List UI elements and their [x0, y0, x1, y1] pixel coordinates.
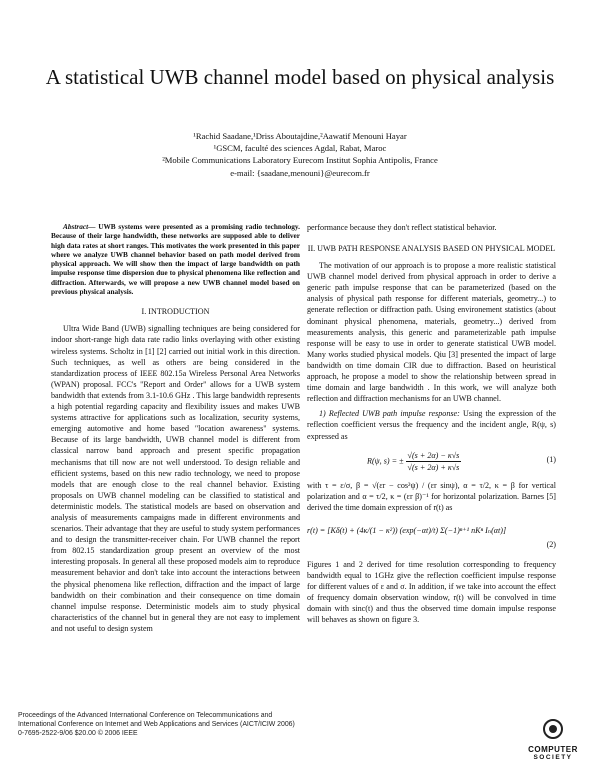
subsection-text: Using the expression of the reflection coefficient versus the frequency and the incident angle, R(ψ, s) expressed as — [307, 409, 557, 441]
introduction-paragraph: Ultra Wide Band (UWB) signalling techniques are being considered for indoor short-range high data rate radio links overlaying with other existing wireless systems. Scholtz in [1] [2] carried out initial work in this direction. Such techniques, as well as others are being considered in the standardization process of IEEE 802.15a Wireless Personal Area Networks (WPAN) proposal. FCC's "Report and Order" allows for a UWB system bandwidth that extends from 3.1-10.6 GHz . This large bandwidth represents a high potential regarding capacity and flexibility issues and makes UWB systems attractive for applications such as localization, security systems, emerging automotive and home based "location awareness" systems. Because of its large bandwidth, UWB channel model is different from classical narrow band approach and present specific propagation mechanisms that till now are not well understood. To design reliable and efficient systems, based on this new radio technology, we need to propose models that are enough close to the real channel behavior. Existing proposals on UWB channel modeling can be classified to statistical and deterministic models. The statistical models are based on observation and analysis of measurements campaigns made in different environments and scenarios. Their advantage that they are useful to study system performances and to design the transmitter-receiver chain. For UWB channel the report from 802.15 standardization group present an overview of the most interesting proposals. In general all these proposed models aim to reproduce measurement behavior and don't take into account the interactions between the physical phenomena like reflection, diffraction and the impact of large bandwidth on their combination and their consequence on time domain channel impulse response. Deterministic models aim to study physical characteristics of the channel but in general they are not easy to implement and not useful to design system — [51, 324, 300, 633]
computer-society-logo — [522, 718, 584, 761]
computer-society-emblem-icon — [540, 718, 566, 740]
subsection-paragraph — [307, 408, 556, 441]
subsection-label: 1) Reflected UWB path impulse response: — [319, 409, 460, 419]
equation-2-number: (2) — [546, 539, 556, 549]
right-column — [307, 222, 556, 625]
author-email: e-mail: {saadane,menouni}@eurecom.fr — [230, 167, 370, 178]
logo-line-1: COMPUTER — [528, 745, 578, 754]
equation-2 — [307, 519, 556, 553]
left-column — [51, 222, 300, 634]
author-block — [60, 130, 540, 179]
author-names: ¹Rachid Saadane,¹Driss Aboutajdine,²Aawatif Menouni Hayar — [193, 131, 407, 141]
footer-line-3: 0-7695-2522-9/06 $20.00 © 2006 IEEE — [18, 729, 138, 737]
affiliation-2: ²Mobile Communications Laboratory Eurecom Institut Sophia Antipolis, France — [162, 155, 438, 166]
footer-line-2: International Conference on Internet and Web Applications and Services (AICT/ICIW 2006) — [18, 720, 295, 728]
equation-1-numerator: √(s + 2α) − κ√s — [406, 450, 462, 462]
abstract — [51, 222, 300, 296]
motivation-paragraph: The motivation of our approach is to propose a more realistic statistical UWB channel model derived from physical approach in order to derive a generic path impulse response that can be parameterized (based on the analysis of physical path response for different materials, geometry...) to generate reflection or diffraction path. Using environement statistics (about dominant physical phenomena, materials, geometry...) derived from measurements analysis, this generic and parameterizable path impulse response will be easy to use in order to generate statistical UWB model. Many works studied physical models. Qiu [3] presented the impact of large bandwidth on time domain CIR due to diffraction. Based on heuristical approach, he propose a model to show the relationship between spread in time domain and large bandwidth . In this work, we will analyze both reflection and diffraction mechanisms for an UWB channel. — [307, 261, 556, 404]
figures-paragraph: Figures 1 and 2 derived for time resolution corresponding to frequency bandwidth equal to 1GHz give the reflection coefficient impulse response for different values of ε and σ. In addition, if we take into account the effect of frequency domain observation window, r(t) will be convolved in time domain with sinc(t) and thus the observed time domain impulse response will behaves as shown on figure 3. — [307, 559, 556, 625]
continuation-paragraph: performance because they don't reflect statistical behavior. — [307, 223, 497, 232]
paper-title: A statistical UWB channel model based on physical analysis — [45, 65, 555, 89]
section-heading-path-response: II. UWB PATH RESPONSE ANALYSIS BASED ON PHYSICAL MODEL — [307, 244, 556, 254]
logo-line-2: SOCIETY — [533, 754, 573, 761]
proceedings-footer — [18, 712, 488, 738]
equation-1-denominator: √(s + 2α) + κ√s — [407, 462, 460, 472]
abstract-label: Abstract — [63, 222, 89, 231]
affiliation-1: ¹GSCM, faculté des sciences Agdal, Rabat, Maroc — [213, 143, 387, 154]
equation-2-body: r(t) = [Kδ(t) + (4κ/(1 − κ²)) (exp(−αt)/t) Σ(−1)ⁿ⁺¹ nKⁿ Iₙ(αt)] — [307, 525, 507, 535]
section-heading-introduction: I. INTRODUCTION — [141, 307, 210, 317]
equation-1 — [307, 446, 556, 476]
parameter-paragraph: with τ = ε/σ, β = √(εr − cos²ψ) / (εr sinψ), α = τ/2, κ = β for vertical polarization and α = τ/2, κ = (εr β)⁻¹ for horizontal polarization. Barnes [5] derived the time domain expression of r(t) as — [307, 480, 556, 512]
equation-1-number: (1) — [546, 454, 556, 464]
footer-line-1: Proceedings of the Advanced International Conference on Telecommunications and — [18, 712, 273, 719]
equation-1-lhs: R(ψ, s) = ± — [367, 456, 404, 466]
abstract-text: — UWB systems were presented as a promising radio technology. Because of their large handwidth, these networks are supposed able to deliver high data rates at short ranges. This motivates the work presented in this paper where we analyze UWB channel behavior based on path model derived from physical approach. We will show then the impact of large bandwidth on path impulse response time dispersion due to physical phenomena like reflection and diffraction. Afterwards, we will propose a new UWB channel model based on previous physical analysis. — [51, 222, 300, 297]
